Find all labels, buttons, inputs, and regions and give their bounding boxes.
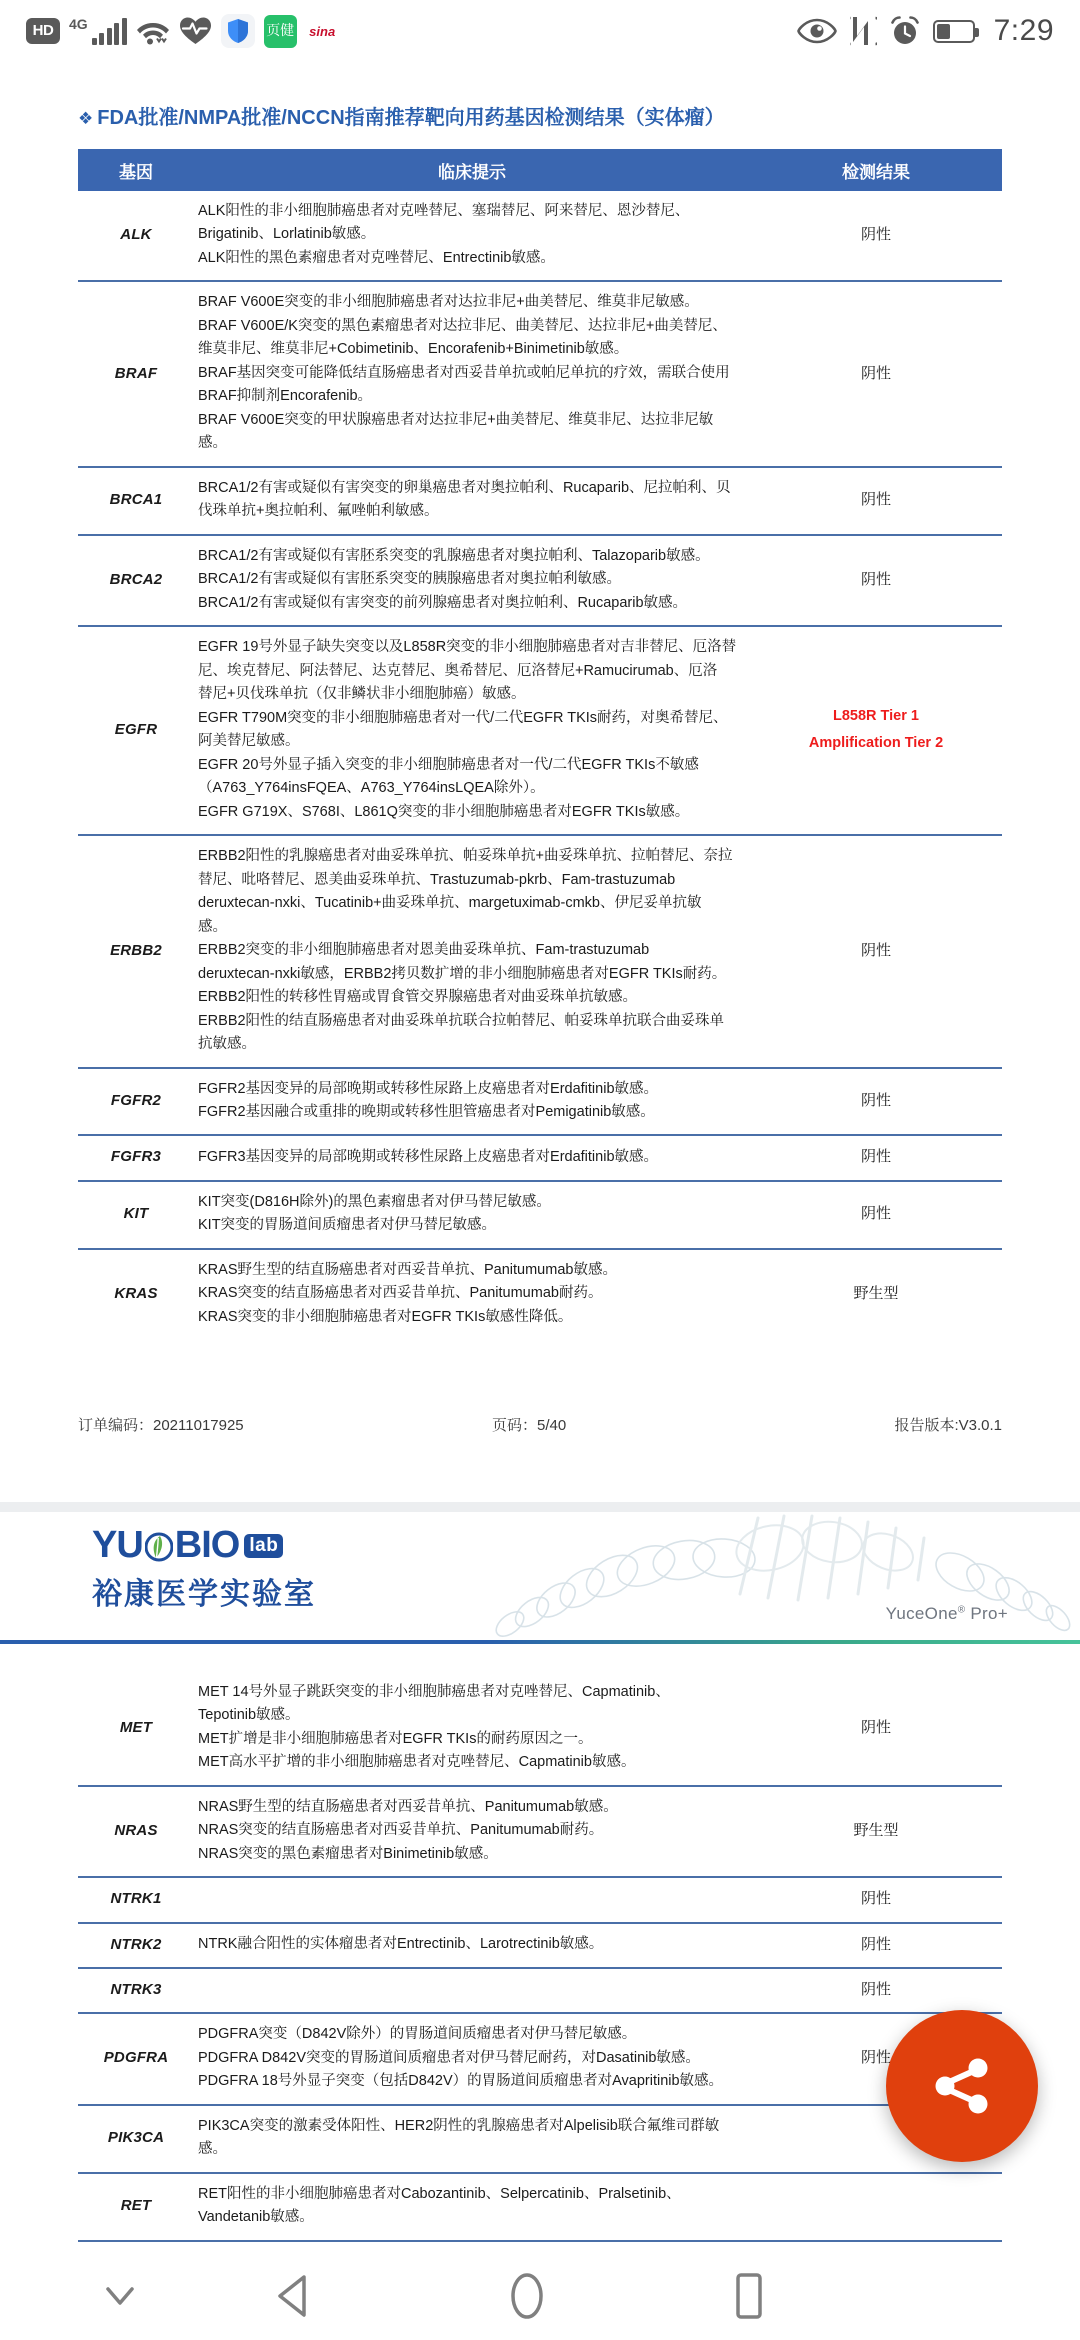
table-body-page2 [78,1672,1002,2308]
table-header-row [78,149,1002,191]
clinical-note-cell [194,1135,750,1180]
table-row [78,281,1002,466]
sina-weibo-icon: sina [309,23,336,39]
recents-button[interactable] [728,2271,770,2321]
gene-name-cell: NTRK3 [78,1968,194,2013]
clinical-note-line: KRAS野生型的结直肠癌患者对西妥昔单抗、Panitumumab敏感。 [198,1261,617,1278]
clinical-note-line: FGFR2基因融合或重排的晚期或转移性胆管癌患者对Pemigatinib敏感。 [198,1103,655,1120]
result-cell: 阴性 [750,1181,1002,1249]
chevron-down-icon [100,2281,140,2311]
circle-home-icon [504,2271,550,2321]
clinical-note-line: PDGFRA突变（D842V除外）的胃肠道间质瘤患者对伊马替尼敏感。 [198,2026,637,2043]
gene-name-cell: ALK [120,226,152,244]
result-cell: 阴性 [750,535,1002,626]
table-row [78,1877,1002,1922]
table-row [78,2013,1002,2104]
result-line: Amplification Tier 2 [808,735,944,752]
clinical-note-line: 尼、埃克替尼、阿法替尼、达克替尼、奥希替尼、厄洛替尼+Ramucirumab、厄洛 [198,662,718,679]
table-body-page1 [78,191,1002,1339]
clinical-note-line: EGFR T790M突变的非小细胞肺癌患者对一代/二代EGFR TKIs耐药，对奥希替尼、 [198,709,728,726]
clinical-note-line: EGFR G719X、S768I、L861Q突变的非小细胞肺癌患者对EGFR TKIs敏感。 [198,803,690,820]
triangle-back-icon [272,2273,316,2319]
green-app-icon: 页健 [264,15,297,48]
result-cell: 阴性 [860,226,891,244]
clinical-note-line: ERBB2阳性的乳腺癌患者对曲妥珠单抗、帕妥珠单抗+曲妥珠单抗、拉帕替尼、奈拉 [198,848,733,865]
lab-logo [92,1524,316,1613]
gene-name-cell: ERBB2 [78,835,194,1067]
report-version: 报告版本:V3.0.1 [894,1417,1002,1434]
clinical-note-cell [194,2105,750,2173]
clinical-note-line: Brigatinib、Lorlatinib敏感。 [198,226,376,243]
result-cell: 阴性 [750,1968,1002,2013]
signal-bars-icon [92,18,127,45]
page-footer-1 [0,1414,1080,1454]
clinical-note-cell [194,2013,750,2104]
back-button[interactable] [272,2273,316,2319]
gene-name-cell: FGFR3 [78,1135,194,1180]
clinical-note-line: PDGFRA 18号外显子突变（包括D842V）的胃肠道间质瘤患者对Avapritinib敏感。 [198,2073,724,2090]
share-icon [925,2049,999,2123]
clinical-note-line: NRAS突变的黑色素瘤患者对Binimetinib敏感。 [198,1845,498,1862]
result-cell: 野生型 [750,1249,1002,1339]
table-row [78,835,1002,1067]
clinical-note-line: BRAF V600E突变的甲状腺癌患者对达拉非尼+曲美替尼、维莫非尼、达拉非尼敏 [198,411,714,428]
gene-result-table-page2 [78,1672,1002,2308]
clinical-note-line: 伐珠单抗+奥拉帕利、氟唑帕利敏感。 [198,503,439,520]
table-row [78,191,1002,281]
clinical-note-cell [194,1923,750,1968]
clinical-note-line: MET高水平扩增的非小细胞肺癌患者对克唑替尼、Capmatinib敏感。 [198,1754,636,1771]
gene-name-cell: KIT [78,1181,194,1249]
table-row [78,1786,1002,1877]
diamond-bullet-icon: ❖ [78,109,94,128]
gene-name-cell: BRCA1 [78,467,194,535]
result-cell: 野生型 [750,1786,1002,1877]
gene-name-cell: NTRK1 [78,1877,194,1922]
clinical-note-line: 替尼、吡咯替尼、恩美曲妥珠单抗、Trastuzumab-pkrb、Fam-trastuzumab [198,871,676,888]
col-header-result: 检测结果 [750,149,1002,191]
clinical-note-line: MET扩增是非小细胞肺癌患者对EGFR TKIs的耐药原因之一。 [198,1730,593,1747]
result-cell: 阴性 [750,281,1002,466]
gene-result-table-page1 [78,149,1002,1339]
clinical-note-cell [194,1786,750,1877]
clinical-note-line: KRAS突变的非小细胞肺癌患者对EGFR TKIs敏感性降低。 [198,1308,573,1325]
clinical-note-line: Tepotinib敏感。 [198,1707,300,1724]
gene-name-cell: PIK3CA [78,2105,194,2173]
logo-text-chinese: 裕康医学实验室 [92,1577,316,1612]
shield-icon [221,14,255,48]
gene-name-cell: NRAS [78,1786,194,1877]
table-row [78,1968,1002,2013]
gene-name-cell: NTRK2 [78,1923,194,1968]
col-header-gene: 基因 [78,149,194,191]
clinical-note-line: ALK阳性的非小细胞肺癌患者对克唑替尼、塞瑞替尼、阿来替尼、恩沙替尼、 [198,203,690,219]
table-row [78,1135,1002,1180]
gene-name-cell: FGFR2 [78,1068,194,1136]
registered-mark-icon: ® [957,1604,966,1616]
logo-badge-lab: lab [244,1534,283,1558]
clinical-note-cell [194,191,750,281]
clinical-note-line: deruxtecan-nxki敏感，ERBB2拷贝数扩增的非小细胞肺癌患者对EGFR TKIs耐药。 [198,965,727,982]
product-name-base: YuceOne [885,1604,958,1623]
clinical-note-line: KIT突变的胃肠道间质瘤患者对伊马替尼敏感。 [198,1217,497,1234]
page-number: 页码：5/40 [492,1417,567,1434]
result-cell: 阴性 [750,1068,1002,1136]
clinical-note-line: PIK3CA突变的激素受体阳性、HER2阴性的乳腺癌患者对Alpelisib联合氟维司群敏 [198,2117,720,2134]
table-row [78,1249,1002,1339]
clinical-note-line: FGFR2基因变异的局部晚期或转移性尿路上皮癌患者对Erdafitinib敏感。 [198,1080,659,1097]
product-name [886,1604,1008,1624]
clock-time: 7:29 [993,14,1054,47]
share-fab-button[interactable] [886,2010,1038,2162]
clinical-note-line: BRCA1/2有害或疑似有害胚系突变的胰腺癌患者对奥拉帕利敏感。 [198,571,621,588]
clinical-note-line: Vandetanib敏感。 [198,2209,314,2226]
clinical-note-line: EGFR 20号外显子插入突变的非小细胞肺癌患者对一代/二代EGFR TKIs不敏感 [198,756,699,773]
table-row [78,1923,1002,1968]
clinical-note-line: NRAS野生型的结直肠癌患者对西妥昔单抗、Panitumumab敏感。 [198,1798,618,1815]
result-cell: 阴性 [750,1877,1002,1922]
nfc-icon [850,16,877,46]
page-break-divider [0,1502,1080,1512]
clinical-note-line: 抗敏感。 [198,1036,256,1053]
clinical-note-line: BRAF抑制剂Encorafenib。 [198,388,373,405]
status-bar [0,0,1080,62]
gene-name-cell: EGFR [78,626,194,835]
clinical-note-cell [194,535,750,626]
table-row [78,2105,1002,2173]
table-row [78,467,1002,535]
page-title [0,104,1080,133]
report-page-1 [0,62,1080,1502]
eye-care-icon [797,18,837,44]
table-row [78,535,1002,626]
clinical-note-line: BRAF基因突变可能降低结直肠癌患者对西妥昔单抗或帕尼单抗的疗效，需联合使用 [198,364,730,381]
clinical-note-line: 感。 [198,918,227,935]
result-cell [750,626,1002,835]
gene-name-cell: RET [78,2173,194,2241]
clinical-note-cell [194,1968,750,2013]
clinical-note-line: KIT突变(D816H除外)的黑色素瘤患者对伊马替尼敏感。 [198,1193,551,1210]
battery-icon [933,20,975,43]
clinical-note-line: BRCA1/2有害或疑似有害胚系突变的乳腺癌患者对奥拉帕利、Talazoparib敏感。 [198,547,710,564]
clinical-note-cell [194,1181,750,1249]
clinical-note-cell [194,1672,750,1786]
clinical-note-line: PDGFRA D842V突变的胃肠道间质瘤患者对伊马替尼耐药，对Dasatinib敏感。 [198,2049,700,2066]
status-bar-left-icons [26,14,339,48]
square-recents-icon [728,2271,770,2321]
order-number: 订单编码：20211017925 [78,1417,244,1434]
page-title-text: FDA批准/NMPA批准/NCCN指南推荐靶向用药基因检测结果（实体瘤） [97,107,725,129]
clinical-note-cell [194,626,750,835]
clinical-note-line: BRCA1/2有害或疑似有害突变的前列腺癌患者对奥拉帕利、Rucaparib敏感。 [198,594,688,611]
home-button[interactable] [504,2271,550,2321]
result-cell [750,2173,1002,2241]
clinical-note-line: （A763_Y764insFQEA、A763_Y764insLQEA除外）。 [198,780,545,797]
product-name-suffix: Pro+ [965,1604,1008,1623]
logo-text-bio: BIO [174,1524,240,1566]
table-row [78,1068,1002,1136]
clinical-note-line: KRAS突变的结直肠癌患者对西妥昔单抗、Panitumumab耐药。 [198,1285,603,1302]
wifi-icon [136,17,170,45]
clinical-note-cell [194,1877,750,1922]
alarm-clock-icon [890,16,920,46]
col-header-clinical: 临床提示 [194,149,750,191]
clinical-note-line: 感。 [198,2141,227,2158]
result-cell: 阴性 [750,2013,1002,2104]
clinical-note-line: ERBB2突变的非小细胞肺癌患者对恩美曲妥珠单抗、Fam-trastuzumab [198,942,650,959]
result-cell: 阴性 [750,467,1002,535]
clinical-note-line: deruxtecan-nxki、Tucatinib+曲妥珠单抗、margetuximab-cmkb、伊尼妥单抗敏 [198,895,702,912]
clinical-note-line: NTRK融合阳性的实体瘤患者对Entrectinib、Larotrectinib敏感。 [198,1936,604,1953]
result-cell: 阴性 [750,835,1002,1067]
gene-name-cell: BRAF [78,281,194,466]
gene-name-cell: PDGFRA [78,2013,194,2104]
clinical-note-cell [194,2173,750,2241]
table-row [78,1672,1002,1786]
table-row [78,626,1002,835]
clinical-note-line: BRAF V600E突变的非小细胞肺癌患者对达拉非尼+曲美替尼、维莫非尼敏感。 [198,294,699,311]
status-bar-right-icons [797,14,1054,48]
gene-name-cell: KRAS [78,1249,194,1339]
4g-icon: 4G [69,16,88,32]
leaf-icon [145,1531,173,1561]
clinical-note-line: ALK阳性的黑色素瘤患者对克唑替尼、Entrectinib敏感。 [198,249,555,266]
clinical-note-line: BRCA1/2有害或疑似有害突变的卵巢癌患者对奥拉帕利、Rucaparib、尼拉帕利、贝 [198,479,731,496]
clinical-note-line: 维莫非尼、维莫非尼+Cobimetinib、Encorafenib+Binimetinib敏感。 [198,341,629,358]
table-row [78,1181,1002,1249]
brand-header [0,1512,1080,1640]
result-line: L858R Tier 1 [833,708,919,725]
clinical-note-line: 替尼+贝伐珠单抗（仅非鳞状非小细胞肺癌）敏感。 [198,686,526,703]
gene-name-cell: MET [119,1718,153,1736]
clinical-note-cell [194,835,750,1067]
hd-icon: HD [26,18,60,44]
heartbeat-icon [179,16,212,46]
system-navigation-bar [0,2252,1080,2340]
clinical-note-line: EGFR 19号外显子缺失突变以及L858R突变的非小细胞肺癌患者对吉非替尼、厄洛替 [198,639,737,656]
clinical-note-line: RET阳性的非小细胞肺癌患者对Cabozantinib、Selpercatinib、Pralsetinib、 [198,2185,681,2202]
clinical-note-cell [194,1249,750,1339]
result-cell: 阴性 [750,1135,1002,1180]
clinical-note-line: NRAS突变的结直肠癌患者对西妥昔单抗、Panitumumab耐药。 [198,1822,604,1839]
clinical-note-cell [194,1068,750,1136]
clinical-note-cell [194,467,750,535]
result-cell: 阴性 [860,1718,891,1736]
clinical-note-line: FGFR3基因变异的局部晚期或转移性尿路上皮癌患者对Erdafitinib敏感。 [198,1148,659,1165]
result-cell: 阴性 [750,1923,1002,1968]
gene-name-cell: BRCA2 [78,535,194,626]
clinical-note-cell [194,281,750,466]
clinical-note-line: ERBB2阳性的转移性胃癌或胃食管交界腺癌患者对曲妥珠单抗敏感。 [198,989,638,1006]
clinical-note-line: MET 14号外显子跳跃突变的非小细胞肺癌患者对克唑替尼、Capmatinib、 [198,1684,670,1700]
hide-keyboard-button[interactable] [100,2281,140,2311]
logo-text-yu: YU [92,1524,143,1566]
clinical-note-line: 感。 [198,435,227,452]
clinical-note-line: BRAF V600E/K突变的黑色素瘤患者对达拉非尼、曲美替尼、达拉非尼+曲美替尼、 [198,317,727,334]
table-row [78,2173,1002,2241]
clinical-note-line: 阿美替尼敏感。 [198,733,300,750]
clinical-note-line: ERBB2阳性的结直肠癌患者对曲妥珠单抗联合拉帕替尼、帕妥珠单抗联合曲妥珠单 [198,1012,725,1029]
